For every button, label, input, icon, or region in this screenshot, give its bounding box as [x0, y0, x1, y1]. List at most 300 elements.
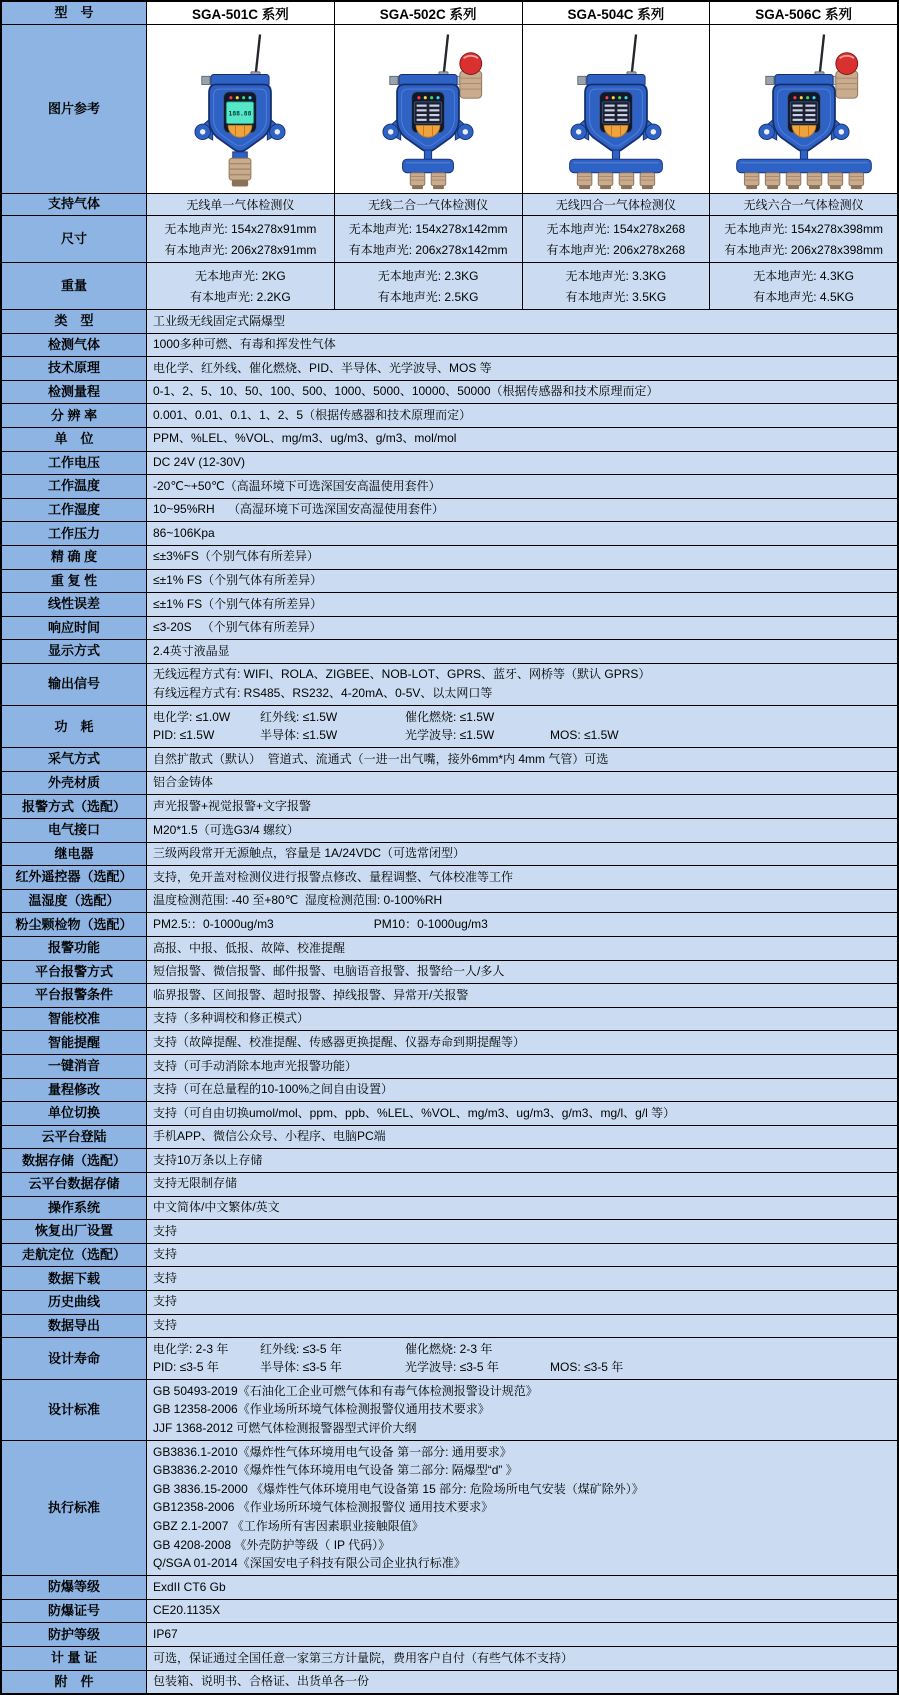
spec-value-cell: [147, 1244, 897, 1267]
value-line: 支持: [153, 1318, 178, 1333]
spec-row: [2, 216, 897, 263]
row-values: [147, 452, 897, 475]
gas-sensor-head-icon: [619, 173, 634, 189]
value-line: 0-1、2、5、10、50、100、500、1000、5000、10000、50000（根据传感器和技术原理而定）: [153, 384, 659, 399]
spec-row: [2, 499, 897, 523]
spec-value-cell: [147, 1197, 897, 1220]
row-values: [147, 593, 897, 616]
value-line: 无本地声光: 2KG: [195, 269, 286, 283]
value-line: CE20.1135X: [153, 1603, 221, 1618]
gas-sensor-head-icon: [640, 173, 655, 189]
spec-value-cell: [147, 546, 897, 569]
row-values: [147, 1102, 897, 1125]
row-label: 外壳材质: [2, 772, 147, 795]
value-line: DC 24V (12-30V): [153, 455, 246, 470]
spec-value-cell: 无线二合一气体检测仪: [335, 194, 523, 215]
row-values: [147, 1173, 897, 1196]
row-label: 一键消音: [2, 1055, 147, 1078]
row-values: [147, 1126, 897, 1149]
spec-row: [2, 617, 897, 641]
spec-row: [2, 475, 897, 499]
spec-row: [2, 961, 897, 985]
row-label: 类 型: [2, 310, 147, 333]
spec-value-cell: 无线单一气体检测仪: [147, 194, 335, 215]
value-line: 铝合金铸体: [153, 775, 214, 790]
spec-row: [2, 263, 897, 310]
row-label: 平台报警条件: [2, 984, 147, 1007]
value-line: 有本地声光: 206x278x268: [546, 243, 686, 257]
value-line: 支持（可在总量程的10-100%之间自由设置）: [153, 1082, 394, 1097]
value-line: 支持10万条以上存储: [153, 1152, 263, 1167]
row-label: 走航定位（选配）: [2, 1244, 147, 1267]
spec-row: [2, 1008, 897, 1032]
row-label: 单位切换: [2, 1102, 147, 1125]
row-values: [147, 1197, 897, 1220]
row-values: [147, 795, 897, 818]
manifold: [569, 159, 662, 173]
spec-value-cell: [147, 452, 897, 475]
spec-row: [2, 1671, 897, 1694]
value-line: 高报、中报、低报、故障、校准提醒: [153, 940, 346, 955]
row-values: [147, 1267, 897, 1290]
value-line: [153, 708, 891, 727]
value-line: 有本地声光: 206x278x398mm: [724, 243, 883, 257]
row-values: [147, 706, 897, 747]
value-line: 短信报警、微信报警、邮件报警、电脑语音报警、报警给一人/多人: [153, 964, 505, 979]
row-values: [147, 570, 897, 593]
row-label: 数据存储（选配）: [2, 1149, 147, 1172]
row-label: 支持气体: [2, 194, 147, 215]
value-segment: 红外线: ≤3-5 年: [260, 1341, 342, 1356]
row-values: [147, 937, 897, 960]
value-line: 1000多种可燃、有毒和挥发性气体: [153, 337, 336, 352]
gas-sensor-head-icon: [807, 173, 822, 189]
gas-sensor-head-icon: [828, 173, 843, 189]
spec-value-cell: [147, 819, 897, 842]
value-line: 支持（可自由切换umol/mol、ppm、ppb、%LEL、%VOL、mg/m3、ug/m3、g/m3、mg/l、g/l 等）: [153, 1105, 676, 1120]
spec-row: [2, 570, 897, 594]
spec-value-cell: [147, 1576, 897, 1599]
value-line: 可选，保证通过全国任意一家第三方计量院，费用客户自付（有些气体不支持）: [153, 1650, 574, 1665]
spec-row: [2, 772, 897, 796]
row-label: 分 辨 率: [2, 404, 147, 427]
row-values: [147, 1055, 897, 1078]
value-line: 中文简体/中文繁体/英文: [153, 1200, 280, 1215]
spec-value-cell: [147, 1600, 897, 1623]
sga-504c-detector-photo: [530, 29, 702, 191]
row-values: [147, 25, 897, 193]
row-label: 平台报警方式: [2, 961, 147, 984]
sga-502c-detector-photo: [342, 29, 514, 191]
value-line: 支持: [153, 1294, 178, 1309]
spec-value-cell: [147, 1126, 897, 1149]
row-values: [147, 404, 897, 427]
spec-value-cell: [147, 404, 897, 427]
spec-value-cell: [147, 617, 897, 640]
row-values: [147, 310, 897, 333]
row-values: [147, 194, 897, 215]
product-image-cell: [147, 25, 335, 193]
row-label: 精 确 度: [2, 546, 147, 569]
row-label: 云平台登陆: [2, 1126, 147, 1149]
value-line: 支持: [153, 1247, 178, 1262]
row-values: [147, 843, 897, 866]
manifold: [736, 159, 871, 173]
column-header: SGA-506C 系列: [710, 2, 897, 24]
spec-value-cell: [147, 1671, 897, 1694]
gas-sensor-head-icon: [431, 173, 446, 189]
value-segment: 光学波导: ≤3-5 年: [405, 1360, 499, 1375]
spec-row: [2, 1338, 897, 1380]
spec-row: [2, 1197, 897, 1221]
value-line: ≤3-20S （个别气体有所差异）: [153, 620, 322, 635]
row-label: 电气接口: [2, 819, 147, 842]
value-line: 支持: [153, 1270, 178, 1285]
spec-value-cell: 无线四合一气体检测仪: [523, 194, 711, 215]
spec-value-cell: [147, 570, 897, 593]
spec-row: [2, 1623, 897, 1647]
product-image-cell: [710, 25, 897, 193]
spec-row: [2, 1291, 897, 1315]
value-line: GB 12358-2006《作业场所环境气体检测报警仪通用技术要求》: [153, 1402, 490, 1417]
spec-row: [2, 1055, 897, 1079]
spec-value-cell: [147, 357, 897, 380]
spec-value-cell: [147, 263, 335, 309]
row-label: 线性误差: [2, 593, 147, 616]
value-line: -20℃~+50℃（高温环境下可选深国安高温使用套件）: [153, 478, 441, 493]
row-label: 功 耗: [2, 706, 147, 747]
row-values: [147, 1220, 897, 1243]
row-label: 防爆等级: [2, 1576, 147, 1599]
row-values: [147, 522, 897, 545]
spec-row: [2, 1576, 897, 1600]
spec-value-cell: [147, 664, 897, 705]
value-line: 有本地声光: 4.5KG: [753, 290, 854, 304]
spec-value-cell: [147, 843, 897, 866]
spec-value-cell: [147, 522, 897, 545]
row-label: 数据导出: [2, 1315, 147, 1338]
value-line: 86~106Kpa: [153, 525, 215, 540]
spec-row: [2, 640, 897, 664]
spec-row: [2, 1267, 897, 1291]
value-line: 支持（故障提醒、校准提醒、传感器更换提醒、仪器寿命到期提醒等）: [153, 1034, 526, 1049]
column-header: SGA-502C 系列: [335, 2, 523, 24]
spec-value-cell: [147, 1149, 897, 1172]
column-header: SGA-501C 系列: [147, 2, 335, 24]
value-line: 无本地声光: 3.3KG: [565, 269, 667, 283]
spec-row: [2, 522, 897, 546]
row-values: [147, 1338, 897, 1379]
gas-sensor-head-icon: [577, 173, 592, 189]
gas-sensor-head-icon: [786, 173, 801, 189]
spec-value-cell: [147, 772, 897, 795]
value-line: 有本地声光: 2.5KG: [377, 290, 479, 304]
spec-value-cell: [147, 475, 897, 498]
row-label: 采气方式: [2, 748, 147, 771]
row-label: 温湿度（选配）: [2, 890, 147, 913]
value-line: 有线远程方式有: RS485、RS232、4-20mA、0-5V、以太网口等: [153, 686, 493, 700]
spec-row: [2, 404, 897, 428]
spec-row: [2, 593, 897, 617]
manifold: [403, 159, 454, 173]
value-line: 有本地声光: 3.5KG: [565, 290, 667, 304]
row-label: 粉尘颗检物（选配）: [2, 913, 147, 936]
spec-row: [2, 984, 897, 1008]
gas-sensor-head-icon: [849, 173, 864, 189]
spec-row: [2, 25, 897, 194]
spec-row: [2, 748, 897, 772]
row-values: [147, 1647, 897, 1670]
spec-value-cell: [147, 937, 897, 960]
row-values: [147, 381, 897, 404]
value-line: ≤±1% FS（个别气体有所差异）: [153, 596, 323, 611]
row-values: [147, 357, 897, 380]
spec-value-cell: [147, 1291, 897, 1314]
row-values: [147, 475, 897, 498]
row-label: 历史曲线: [2, 1291, 147, 1314]
spec-row: [2, 1126, 897, 1150]
value-line: 支持无限制存储: [153, 1176, 238, 1191]
value-line: 支持（多种调校和修正模式）: [153, 1011, 310, 1026]
spec-value-cell: [147, 866, 897, 889]
spec-value-cell: [147, 1315, 897, 1338]
row-label: 量程修改: [2, 1079, 147, 1102]
row-label: 响应时间: [2, 617, 147, 640]
spec-row: [2, 795, 897, 819]
value-line: IP67: [153, 1626, 178, 1641]
spec-value-cell: [147, 1008, 897, 1031]
row-values: [147, 1380, 897, 1440]
spec-row: [2, 890, 897, 914]
row-values: [147, 748, 897, 771]
row-label: 设计寿命: [2, 1338, 147, 1379]
value-line: GB3836.1-2010《爆炸性气体环境用电气设备 第一部分: 通用要求》: [153, 1444, 512, 1459]
value-line: 无本地声光: 154x278x142mm: [348, 222, 508, 236]
value-line: 三级两段常开无源触点，容量是 1A/24VDC（可选常闭型）: [153, 846, 466, 861]
value-line: 声光报警+视觉报警+文字报警: [153, 798, 312, 813]
value-line: 2.4英寸液晶显: [153, 643, 230, 658]
value-line: 无本地声光: 154x278x91mm: [164, 222, 317, 236]
row-label: 工作温度: [2, 475, 147, 498]
spec-value-cell: [335, 216, 523, 262]
row-values: [147, 664, 897, 705]
product-image-cell: [335, 25, 523, 193]
value-segment: 催化燃烧: ≤1.5W: [405, 709, 495, 724]
row-values: [147, 334, 897, 357]
spec-row: [2, 1244, 897, 1268]
value-segment: 光学波导: ≤1.5W: [405, 728, 495, 743]
row-values: [147, 1441, 897, 1575]
value-line: Q/SGA 01-2014《深国安电子科技有限公司企业执行标准》: [153, 1556, 466, 1571]
row-label: 报警功能: [2, 937, 147, 960]
row-label: 智能提醒: [2, 1031, 147, 1054]
spec-row: [2, 664, 897, 706]
row-label: 继电器: [2, 843, 147, 866]
row-label: 工作湿度: [2, 499, 147, 522]
row-values: [147, 1600, 897, 1623]
spec-row: [2, 2, 897, 25]
gas-sensor-head-icon: [229, 158, 251, 186]
row-label: 防爆证号: [2, 1600, 147, 1623]
value-line: 支持（可手动消除本地声光报警功能）: [153, 1058, 358, 1073]
value-line: 无线远程方式有: WIFI、ROLA、ZIGBEE、NOB-LOT、GPRS、蓝牙、网桥等（默认 GPRS）: [153, 667, 651, 682]
spec-value-cell: [147, 748, 897, 771]
spec-value-cell: [147, 1220, 897, 1243]
row-label: 检测气体: [2, 334, 147, 357]
spec-row: [2, 1647, 897, 1671]
value-line: 有本地声光: 206x278x91mm: [164, 243, 317, 257]
spec-row: [2, 194, 897, 216]
spec-row: [2, 452, 897, 476]
spec-row: [2, 819, 897, 843]
row-label: 型 号: [2, 2, 147, 24]
row-values: [147, 428, 897, 451]
row-label: 数据下载: [2, 1267, 147, 1290]
value-line: 自然扩散式（默认） 管道式、流通式（一进一出气嘴，接外6mm*内 4mm 气管）可选: [153, 751, 609, 766]
spec-value-cell: [147, 1267, 897, 1290]
spec-row: [2, 1441, 897, 1576]
value-line: ≤±3%FS（个别气体有所差异）: [153, 549, 319, 564]
row-values: [147, 1031, 897, 1054]
spec-row: [2, 706, 897, 748]
row-values: [147, 772, 897, 795]
value-line: 包装箱、说明书、合格证、出货单各一份: [153, 1674, 370, 1689]
value-line: 工业级无线固定式隔爆型: [153, 313, 286, 328]
gas-sensor-head-icon: [744, 173, 759, 189]
value-line: 无本地声光: 154x278x398mm: [724, 222, 883, 236]
spec-row: [2, 1173, 897, 1197]
spec-value-cell: [147, 593, 897, 616]
value-segment: 催化燃烧: 2-3 年: [405, 1341, 493, 1356]
row-values: [147, 546, 897, 569]
row-values: [147, 216, 897, 262]
value-line: 无本地声光: 4.3KG: [753, 269, 854, 283]
value-segment: 电化学: ≤1.0W: [153, 709, 231, 724]
sga-501c-detector-photo: [154, 29, 326, 191]
spec-row: [2, 1220, 897, 1244]
column-header: SGA-504C 系列: [523, 2, 711, 24]
row-values: [147, 819, 897, 842]
value-line: [153, 1340, 891, 1359]
row-label: 执行标准: [2, 1441, 147, 1575]
spec-row: [2, 334, 897, 358]
spec-value-cell: [147, 640, 897, 663]
value-line: M20*1.5（可选G3/4 螺纹）: [153, 822, 300, 837]
value-line: 有本地声光: 206x278x142mm: [348, 243, 508, 257]
product-image-cell: [523, 25, 711, 193]
spec-value-cell: [523, 216, 711, 262]
value-line: 0.001、0.01、0.1、1、2、5（根据传感器和技术原理而定）: [153, 407, 472, 422]
spec-value-cell: [147, 1102, 897, 1125]
spec-row: [2, 428, 897, 452]
value-line: PM2.5:：0-1000ug/m3 PM10：0-1000ug/m3: [153, 916, 488, 931]
value-segment: PID: ≤1.5W: [153, 728, 215, 743]
value-segment: 半导体: ≤1.5W: [260, 728, 338, 743]
value-line: GB 4208-2008 《外壳防护等级（ IP 代码）》: [153, 1537, 391, 1552]
spec-value-cell: [147, 984, 897, 1007]
value-line: 有本地声光: 2.2KG: [190, 290, 291, 304]
spec-row: [2, 1380, 897, 1441]
row-label: 设计标准: [2, 1380, 147, 1440]
spec-row: [2, 1102, 897, 1126]
spec-row: [2, 1315, 897, 1339]
spec-value-cell: [147, 428, 897, 451]
row-label: 显示方式: [2, 640, 147, 663]
row-values: [147, 1315, 897, 1338]
spec-row: [2, 843, 897, 867]
value-line: GB 3836.15-2000 《爆炸性气体环境用电气设备第 15 部分: 危险场所电气安装（煤矿除外）》: [153, 1481, 644, 1496]
value-line: 10~95%RH （高湿环境下可选深国安高湿使用套件）: [153, 502, 445, 517]
spec-value-cell: [147, 913, 897, 936]
row-values: [147, 499, 897, 522]
spec-value-cell: [147, 795, 897, 818]
value-line: ExdII CT6 Gb: [153, 1579, 226, 1594]
spec-value-cell: [147, 1079, 897, 1102]
spec-value-cell: [710, 263, 897, 309]
row-label: 工作电压: [2, 452, 147, 475]
row-label: 操作系统: [2, 1197, 147, 1220]
row-values: [147, 890, 897, 913]
row-label: 智能校准: [2, 1008, 147, 1031]
row-label: 红外遥控器（选配）: [2, 866, 147, 889]
value-line: 无本地声光: 2.3KG: [377, 269, 479, 283]
row-values: [147, 263, 897, 309]
value-line: 支持: [153, 1223, 178, 1238]
spec-row: [2, 1149, 897, 1173]
row-label: 尺寸: [2, 216, 147, 262]
value-line: GB12358-2006 《作业场所环境气体检测报警仪 通用技术要求》: [153, 1500, 494, 1515]
spec-row: [2, 1600, 897, 1624]
spec-value-cell: [523, 263, 711, 309]
spec-value-cell: [147, 216, 335, 262]
gas-sensor-head-icon: [598, 173, 613, 189]
row-values: [147, 1291, 897, 1314]
value-segment: MOS: ≤1.5W: [550, 728, 619, 743]
value-line: GB 50493-2019《石油化工企业可燃气体和有毒气体检测报警设计规范》: [153, 1383, 538, 1398]
row-values: [147, 984, 897, 1007]
value-line: [153, 1359, 891, 1378]
value-segment: 半导体: ≤3-5 年: [260, 1360, 342, 1375]
row-label: 单 位: [2, 428, 147, 451]
spec-value-cell: [147, 961, 897, 984]
value-line: JJF 1368-2012 可燃气体检测报警器型式评价大纲: [153, 1421, 417, 1435]
row-label: 重量: [2, 263, 147, 309]
spec-row: [2, 310, 897, 334]
row-values: [147, 1623, 897, 1646]
value-line: PPM、%LEL、%VOL、mg/m3、ug/m3、g/m3、mol/mol: [153, 431, 457, 446]
row-label: 技术原理: [2, 357, 147, 380]
row-label: 输出信号: [2, 664, 147, 705]
spec-value-cell: [147, 1380, 897, 1440]
value-line: 无本地声光: 154x278x268: [546, 222, 686, 236]
spec-value-cell: [147, 310, 897, 333]
value-line: 临界报警、区间报警、超时报警、掉线报警、异常开/关报警: [153, 987, 469, 1002]
row-values: [147, 1008, 897, 1031]
row-values: [147, 617, 897, 640]
row-label: 图片参考: [2, 25, 147, 193]
row-label: 重 复 性: [2, 570, 147, 593]
spec-value-cell: [147, 334, 897, 357]
value-segment: MOS: ≤3-5 年: [550, 1360, 624, 1375]
spec-row: [2, 1079, 897, 1103]
value-line: GB3836.2-2010《爆炸性气体环境用电气设备 第二部分: 隔爆型“d” 》: [153, 1463, 518, 1478]
row-values: [147, 1149, 897, 1172]
spec-value-cell: [335, 263, 523, 309]
sga-506c-detector-photo: [718, 29, 890, 191]
spec-value-cell: [147, 1031, 897, 1054]
row-label: 计 量 证: [2, 1647, 147, 1670]
spec-value-cell: [147, 1647, 897, 1670]
